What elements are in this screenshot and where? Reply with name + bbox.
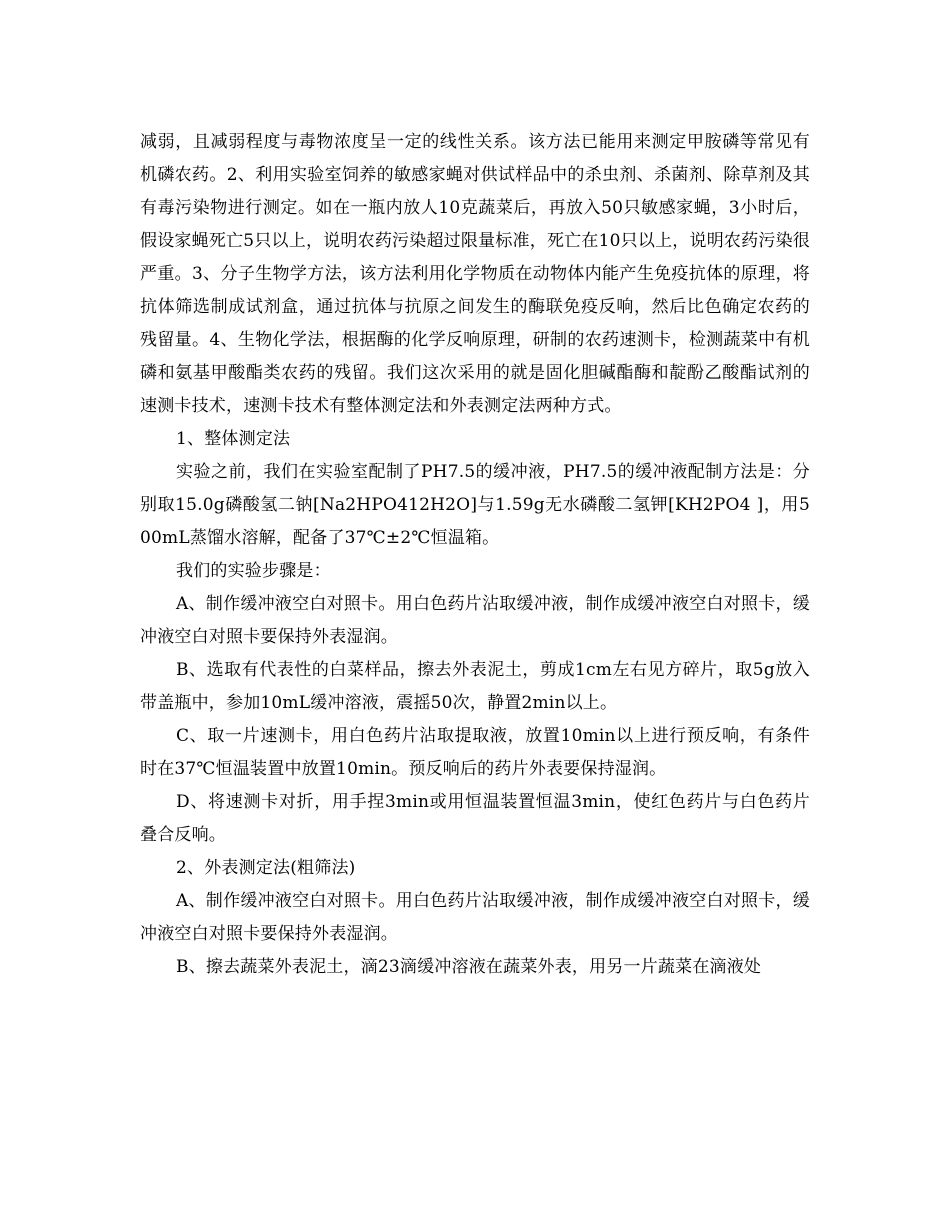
step-a-surface: A、制作缓冲液空白对照卡。用白色药片沾取缓冲液，制作成缓冲液空白对照卡，缓冲液空白对照卡要保持外表湿润。: [140, 891, 810, 944]
step-d-whole: D、将速测卡对折，用手捏3min或用恒温装置恒温3min，使红色药片与白色药片叠合反响。: [140, 792, 810, 845]
step-a-whole: A、制作缓冲液空白对照卡。用白色药片沾取缓冲液，制作成缓冲液空白对照卡，缓冲液空白对照卡要保持外表湿润。: [140, 594, 810, 647]
step-b-surface: B、擦去蔬菜外表泥土，滴23滴缓冲溶液在蔬菜外表，用另一片蔬菜在滴液处: [176, 957, 762, 977]
section-heading-surface-test: 2、外表测定法(粗筛法): [176, 858, 356, 878]
paragraph-steps-intro: 我们的实验步骤是：: [176, 561, 331, 581]
paragraph-buffer-preparation: 实验之前，我们在实验室配制了PH7.5的缓冲液，PH7.5的缓冲液配制方法是：分别取15.0g磷酸氢二钠[Na2HPO412H2O]与1.59g无水磷酸二氢钾[KH2PO4 ]，用500mL蒸馏水溶解，配备了37℃±2℃恒温箱。: [140, 462, 810, 548]
step-b-whole: B、选取有代表性的白菜样品，擦去外表泥土，剪成1cm左右见方碎片，取5g放入带盖瓶中，参加10mL缓冲溶液，震摇50次，静置2min以上。: [140, 660, 810, 713]
section-heading-whole-test: 1、整体测定法: [176, 429, 291, 449]
step-c-whole: C、取一片速测卡，用白色药片沾取提取液，放置10min以上进行预反响，有条件时在37℃恒温装置中放置10min。预反响后的药片外表要保持湿润。: [140, 726, 810, 779]
document-body: [140, 126, 810, 984]
paragraph-continuation: 减弱，且减弱程度与毒物浓度呈一定的线性关系。该方法已能用来测定甲胺磷等常见有机磷农药。2、利用实验室饲养的敏感家蝇对供试样品中的杀虫剂、杀菌剂、除草剂及其有毒污染物进行测定。如在一瓶内放人10克蔬菜后，再放入50只敏感家蝇，3小时后，假设家蝇死亡5只以上，说明农药污染超过限量标准，死亡在10只以上，说明农药污染很严重。3、分子生物学方法，该方法利用化学物质在动物体内能产生免疫抗体的原理，将抗体筛选制成试剂盒，通过抗体与抗原之间发生的酶联免疫反响，然后比色确定农药的残留量。4、生物化学法，根据酶的化学反响原理，研制的农药速测卡，检测蔬菜中有机磷和氨基甲酸酯类农药的残留。我们这次采用的就是固化胆碱酯酶和靛酚乙酸酯试剂的速测卡技术，速测卡技术有整体测定法和外表测定法两种方式。: [140, 132, 810, 416]
